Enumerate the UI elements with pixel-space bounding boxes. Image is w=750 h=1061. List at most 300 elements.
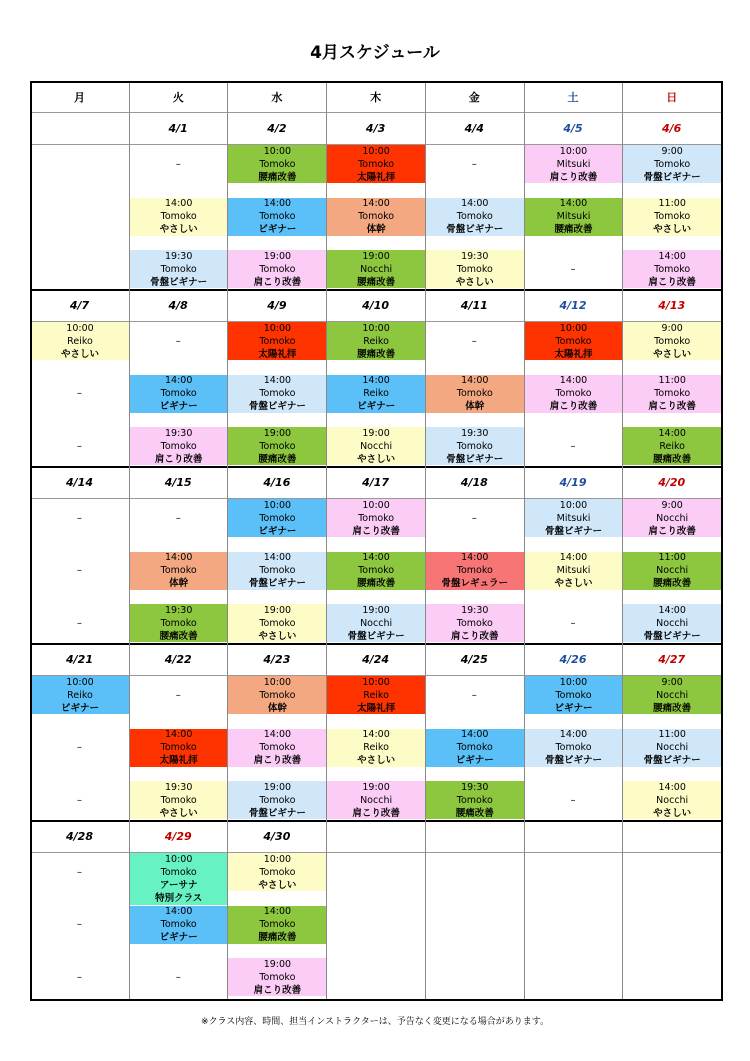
class-time: 14:00 (263, 729, 292, 740)
footnote: ※クラス内容、時間、担当インストラクターは、予告なく変更になる場合があります。 (200, 1017, 550, 1027)
date-label: 4/6 (662, 121, 682, 135)
date-label: 4/11 (460, 298, 488, 312)
instructor-name: Tomoko (456, 794, 493, 806)
class-name: ビギナー (455, 755, 494, 766)
no-class-dash: – (77, 742, 82, 753)
instructor-name: Nocchi (360, 617, 393, 629)
instructor-name: Nocchi (360, 794, 393, 806)
class-name: 肩こり改善 (154, 453, 203, 465)
class-time: 10:00 (362, 499, 390, 511)
no-class-dash: – (471, 335, 477, 347)
class-slot[interactable] (228, 322, 326, 360)
class-slot[interactable] (228, 729, 326, 767)
class-slot[interactable] (130, 906, 228, 944)
class-slot[interactable] (327, 322, 425, 360)
class-slot[interactable] (327, 676, 425, 714)
class-slot[interactable] (130, 375, 228, 413)
class-name: ビギナー (159, 932, 198, 943)
class-time: 10:00 (559, 145, 588, 157)
class-name: 腰痛改善 (357, 276, 396, 288)
weekday-header: 日 (666, 90, 678, 104)
instructor-name: Tomoko (160, 440, 197, 452)
class-slot[interactable] (623, 322, 721, 360)
class-name: 腰痛改善 (357, 578, 396, 589)
column-divider (227, 81, 228, 999)
instructor-name: Tomoko (456, 263, 493, 275)
class-time: 10:00 (263, 499, 292, 511)
class-time: 10:00 (559, 676, 588, 688)
no-class-dash: – (471, 512, 477, 524)
class-name: やさしい (60, 348, 99, 360)
class-name: ビギナー (60, 702, 99, 714)
class-slot[interactable] (228, 250, 326, 288)
class-time: 9:00 (661, 322, 683, 334)
class-slot[interactable] (130, 552, 228, 590)
class-slot[interactable] (623, 375, 721, 413)
no-class-dash: – (570, 263, 576, 275)
instructor-name: Mitsuki (556, 565, 591, 576)
class-time: 19:00 (362, 604, 390, 616)
no-class-dash: – (175, 335, 181, 347)
class-time: 19:30 (164, 604, 193, 616)
instructor-name: Tomoko (555, 335, 592, 347)
class-name: やさしい (159, 224, 198, 235)
instructor-name: Tomoko (160, 919, 197, 930)
class-time: 10:00 (263, 322, 292, 334)
schedule-table (30, 81, 721, 999)
class-name: 太陽礼拝 (554, 348, 593, 360)
class-slot[interactable] (130, 781, 228, 819)
class-slot[interactable] (228, 499, 326, 537)
class-slot[interactable] (228, 427, 326, 465)
class-slot[interactable] (228, 958, 326, 996)
class-name: 体幹 (465, 401, 485, 412)
class-slot[interactable] (525, 322, 623, 360)
class-name: 骨盤ビギナー (347, 630, 405, 642)
class-slot[interactable] (228, 906, 326, 944)
class-name: ビギナー (258, 525, 297, 537)
class-time: 14:00 (559, 552, 588, 563)
class-slot[interactable] (130, 250, 228, 288)
class-slot[interactable] (327, 604, 425, 642)
instructor-name: Tomoko (259, 388, 296, 399)
instructor-name: Tomoko (456, 565, 493, 576)
class-time: 10:00 (263, 676, 292, 688)
instructor-name: Tomoko (259, 794, 296, 806)
instructor-name: Tomoko (259, 971, 296, 983)
class-name: 肩こり改善 (451, 630, 499, 642)
class-name: 肩こり改善 (648, 401, 696, 412)
instructor-name: Tomoko (259, 866, 296, 878)
class-name: やさしい (357, 453, 396, 465)
date-label: 4/24 (362, 652, 390, 666)
class-name: 腰痛改善 (653, 578, 692, 589)
instructor-name: Tomoko (456, 440, 493, 452)
class-slot[interactable] (426, 250, 524, 288)
instructor-name: Tomoko (456, 211, 493, 222)
instructor-name: Nocchi (656, 742, 689, 753)
class-slot[interactable] (525, 375, 623, 413)
class-slot[interactable] (327, 781, 425, 819)
class-time: 14:00 (559, 729, 588, 740)
class-time: 9:00 (661, 145, 683, 157)
instructor-name: Tomoko (160, 388, 197, 399)
class-name: 体幹 (267, 702, 287, 714)
instructor-name: Reiko (363, 689, 389, 701)
class-time: 14:00 (362, 198, 390, 209)
instructor-name: Tomoko (259, 617, 296, 629)
date-label: 4/25 (460, 652, 488, 666)
class-name: 骨盤ビギナー (643, 171, 701, 183)
instructor-name: Tomoko (358, 211, 395, 222)
class-slot[interactable] (623, 250, 721, 288)
no-class-dash: – (175, 158, 181, 170)
instructor-name: Tomoko (259, 158, 296, 170)
instructor-name: Tomoko (259, 742, 296, 753)
class-slot[interactable] (525, 729, 623, 767)
column-divider (326, 81, 327, 999)
no-class-dash: – (77, 866, 82, 878)
class-time: 14:00 (263, 375, 292, 386)
class-time: 14:00 (559, 375, 588, 386)
class-time: 14:00 (658, 604, 686, 616)
class-slot[interactable] (426, 781, 524, 819)
class-name: 骨盤ビギナー (544, 525, 602, 537)
class-name: 体幹 (366, 224, 386, 235)
instructor-name: Tomoko (160, 211, 197, 222)
class-name: ビギナー (357, 401, 396, 412)
class-name: 腰痛改善 (258, 453, 297, 465)
class-slot[interactable] (228, 781, 326, 819)
class-slot[interactable] (130, 853, 228, 905)
class-name: ビギナー (554, 702, 593, 714)
class-time: 19:00 (263, 958, 292, 970)
instructor-name: Tomoko (259, 919, 296, 930)
date-label: 4/28 (66, 829, 93, 843)
class-time: 10:00 (66, 676, 94, 688)
class-time: 14:00 (164, 729, 193, 740)
date-label: 4/8 (168, 298, 188, 312)
no-class-dash: – (175, 512, 181, 524)
class-name: 骨盤ビギナー (643, 630, 701, 642)
class-slot[interactable] (327, 499, 425, 537)
class-slot[interactable] (130, 729, 228, 767)
class-name: 太陽礼拝 (357, 702, 396, 714)
date-label: 4/23 (263, 652, 291, 666)
class-slot[interactable] (130, 427, 228, 465)
class-name: 骨盤ビギナー (150, 276, 208, 288)
class-time: 14:00 (559, 198, 588, 209)
class-name: 骨盤ビギナー (248, 401, 306, 412)
class-time: 14:00 (658, 427, 686, 439)
class-slot[interactable] (130, 604, 228, 642)
no-class-dash: – (175, 971, 181, 983)
instructor-name: Reiko (659, 440, 685, 452)
class-slot[interactable] (623, 676, 721, 714)
class-name: 腰痛改善 (258, 171, 297, 183)
no-class-dash: – (77, 971, 82, 983)
class-time: 14:00 (164, 552, 193, 563)
class-time: 19:00 (263, 250, 292, 262)
date-label: 4/9 (267, 298, 287, 312)
class-time: 14:00 (362, 552, 390, 563)
date-label: 4/4 (464, 121, 484, 135)
class-time: 19:30 (164, 427, 193, 439)
column-divider (129, 81, 130, 999)
class-slot[interactable] (228, 604, 326, 642)
class-name: 肩こり改善 (352, 807, 400, 819)
date-label: 4/13 (658, 298, 686, 312)
instructor-name: Reiko (67, 335, 93, 347)
class-time: 10:00 (263, 145, 292, 157)
class-time: 11:00 (658, 729, 686, 740)
class-time: 10:00 (362, 676, 390, 688)
class-time: 11:00 (658, 198, 686, 209)
date-label: 4/2 (267, 121, 287, 135)
class-name: 腰痛改善 (455, 807, 494, 819)
class-slot[interactable] (623, 427, 721, 465)
class-slot[interactable] (623, 198, 721, 236)
instructor-name: Tomoko (555, 388, 592, 399)
instructor-name: Tomoko (654, 335, 691, 347)
class-time: 19:30 (461, 604, 489, 616)
class-slot[interactable] (31, 676, 129, 714)
instructor-name: Reiko (67, 689, 93, 701)
class-slot[interactable] (426, 604, 524, 642)
instructor-name: Tomoko (160, 617, 197, 629)
class-time: 14:00 (362, 375, 390, 386)
no-class-dash: – (77, 565, 82, 576)
instructor-name: Tomoko (160, 794, 197, 806)
date-label: 4/27 (658, 652, 686, 666)
class-name: 肩こり改善 (648, 276, 696, 288)
class-name: 腰痛改善 (554, 224, 593, 235)
class-slot[interactable] (426, 552, 524, 590)
class-slot[interactable] (525, 552, 623, 590)
class-slot[interactable] (327, 145, 425, 183)
date-label: 4/30 (263, 829, 291, 843)
instructor-name: Nocchi (656, 565, 689, 576)
week-divider (30, 466, 721, 468)
class-subname: 特別クラス (155, 893, 203, 904)
class-name: 肩こり改善 (352, 525, 400, 537)
class-name: やさしい (357, 755, 396, 766)
class-name: やさしい (455, 276, 494, 288)
class-slot[interactable] (525, 499, 623, 537)
class-slot[interactable] (426, 375, 524, 413)
weekday-header: 金 (468, 90, 480, 104)
weekday-header: 火 (172, 90, 184, 104)
class-name: 骨盤ビギナー (544, 755, 602, 766)
date-label: 4/16 (263, 475, 291, 489)
instructor-name: Tomoko (259, 263, 296, 275)
class-name: 骨盤ビギナー (248, 807, 306, 819)
class-slot[interactable] (31, 322, 129, 360)
class-time: 14:00 (461, 552, 489, 563)
no-class-dash: – (570, 794, 576, 806)
instructor-name: Nocchi (360, 440, 393, 452)
class-slot[interactable] (525, 676, 623, 714)
class-time: 19:30 (461, 427, 489, 439)
class-time: 19:30 (164, 250, 193, 262)
class-slot[interactable] (426, 427, 524, 465)
class-name: アーサナ (159, 880, 198, 891)
class-time: 14:00 (461, 375, 489, 386)
class-time: 14:00 (658, 781, 686, 793)
instructor-name: Tomoko (160, 263, 197, 275)
instructor-name: Tomoko (259, 689, 296, 701)
class-slot[interactable] (327, 729, 425, 767)
no-class-dash: – (77, 919, 82, 930)
class-slot[interactable] (228, 853, 326, 891)
class-name: やさしい (554, 578, 593, 589)
class-name: やさしい (258, 879, 297, 891)
class-name: 腰痛改善 (653, 453, 692, 465)
date-label: 4/10 (362, 298, 390, 312)
date-label: 4/5 (563, 121, 583, 135)
class-name: 腰痛改善 (357, 348, 396, 360)
instructor-name: Tomoko (358, 512, 395, 524)
class-slot[interactable] (623, 781, 721, 819)
class-time: 10:00 (362, 322, 390, 334)
instructor-name: Mitsuki (556, 211, 591, 222)
class-name: やさしい (258, 630, 297, 642)
class-name: 骨盤レギュラー (441, 578, 509, 589)
class-slot[interactable] (623, 499, 721, 537)
date-label: 4/12 (559, 298, 587, 312)
date-label: 4/21 (66, 652, 93, 666)
class-slot[interactable] (623, 604, 721, 642)
no-class-dash: – (471, 689, 477, 701)
class-time: 10:00 (164, 854, 193, 865)
instructor-name: Tomoko (456, 388, 493, 399)
class-slot[interactable] (327, 375, 425, 413)
class-slot[interactable] (228, 145, 326, 183)
no-class-dash: – (77, 794, 82, 806)
class-name: 骨盤ビギナー (446, 224, 504, 235)
class-time: 10:00 (66, 322, 94, 334)
date-label: 4/14 (66, 475, 93, 489)
class-time: 19:30 (461, 250, 489, 262)
class-slot[interactable] (228, 375, 326, 413)
class-slot[interactable] (426, 198, 524, 236)
column-divider (524, 81, 525, 999)
instructor-name: Tomoko (555, 742, 592, 753)
class-slot[interactable] (623, 145, 721, 183)
no-class-dash: – (570, 617, 576, 629)
instructor-name: Tomoko (358, 565, 395, 576)
instructor-name: Tomoko (654, 263, 691, 275)
instructor-name: Mitsuki (556, 512, 591, 524)
weekday-header: 月 (74, 90, 85, 104)
no-class-dash: – (570, 440, 576, 452)
class-time: 19:30 (164, 781, 193, 793)
instructor-name: Tomoko (259, 512, 296, 524)
weekday-header: 水 (271, 90, 283, 104)
class-name: 肩こり改善 (253, 984, 302, 996)
class-slot[interactable] (525, 145, 623, 183)
class-time: 14:00 (461, 729, 489, 740)
class-time: 19:00 (362, 427, 390, 439)
class-time: 14:00 (461, 198, 489, 209)
class-slot[interactable] (327, 427, 425, 465)
instructor-name: Nocchi (360, 263, 393, 275)
class-time: 14:00 (658, 250, 686, 262)
date-label: 4/3 (365, 121, 386, 135)
no-class-dash: – (77, 440, 82, 452)
instructor-name: Nocchi (656, 794, 689, 806)
weekday-header: 木 (370, 90, 382, 104)
instructor-name: Reiko (363, 388, 389, 399)
class-name: 腰痛改善 (258, 932, 297, 943)
class-slot[interactable] (327, 250, 425, 288)
class-slot[interactable] (228, 676, 326, 714)
class-name: 肩こり改善 (549, 171, 598, 183)
class-name: 腰痛改善 (159, 630, 198, 642)
class-slot[interactable] (327, 198, 425, 236)
date-label: 4/22 (164, 652, 192, 666)
class-slot[interactable] (525, 198, 623, 236)
class-slot[interactable] (327, 552, 425, 590)
instructor-name: Tomoko (160, 742, 197, 753)
no-class-dash: – (77, 388, 82, 399)
no-class-dash: – (471, 158, 477, 170)
class-slot[interactable] (623, 552, 721, 590)
class-time: 9:00 (661, 676, 683, 688)
no-class-dash: – (175, 689, 181, 701)
class-name: 太陽礼拝 (159, 755, 198, 766)
class-slot[interactable] (228, 198, 326, 236)
class-slot[interactable] (623, 729, 721, 767)
date-label: 4/29 (164, 829, 192, 843)
instructor-name: Tomoko (259, 211, 296, 222)
class-time: 14:00 (263, 198, 292, 209)
class-slot[interactable] (130, 198, 228, 236)
class-name: 腰痛改善 (653, 702, 692, 714)
class-time: 14:00 (263, 552, 292, 563)
class-time: 14:00 (164, 906, 193, 917)
column-divider (622, 81, 623, 999)
class-time: 14:00 (362, 729, 390, 740)
week-divider (30, 820, 721, 822)
page-title: 4月スケジュール (310, 43, 440, 63)
date-label: 4/1 (168, 121, 188, 135)
class-time: 10:00 (362, 145, 390, 157)
class-name: やさしい (653, 348, 692, 360)
date-label: 4/7 (69, 298, 90, 312)
class-name: やさしい (653, 224, 692, 235)
date-label: 4/17 (362, 475, 390, 489)
class-time: 11:00 (658, 375, 686, 386)
class-slot[interactable] (228, 552, 326, 590)
instructor-name: Reiko (363, 335, 389, 347)
instructor-name: Tomoko (160, 867, 197, 878)
column-divider (425, 81, 426, 999)
class-name: やさしい (159, 807, 198, 819)
instructor-name: Nocchi (656, 617, 689, 629)
class-slot[interactable] (426, 729, 524, 767)
instructor-name: Tomoko (654, 388, 691, 399)
instructor-name: Tomoko (259, 440, 296, 452)
no-class-dash: – (77, 512, 82, 524)
instructor-name: Nocchi (656, 689, 689, 701)
date-label: 4/15 (164, 475, 192, 489)
class-time: 11:00 (658, 552, 686, 563)
week-divider (30, 289, 721, 291)
class-time: 19:00 (362, 250, 390, 262)
class-name: 骨盤ビギナー (248, 578, 306, 589)
class-time: 19:00 (263, 604, 292, 616)
